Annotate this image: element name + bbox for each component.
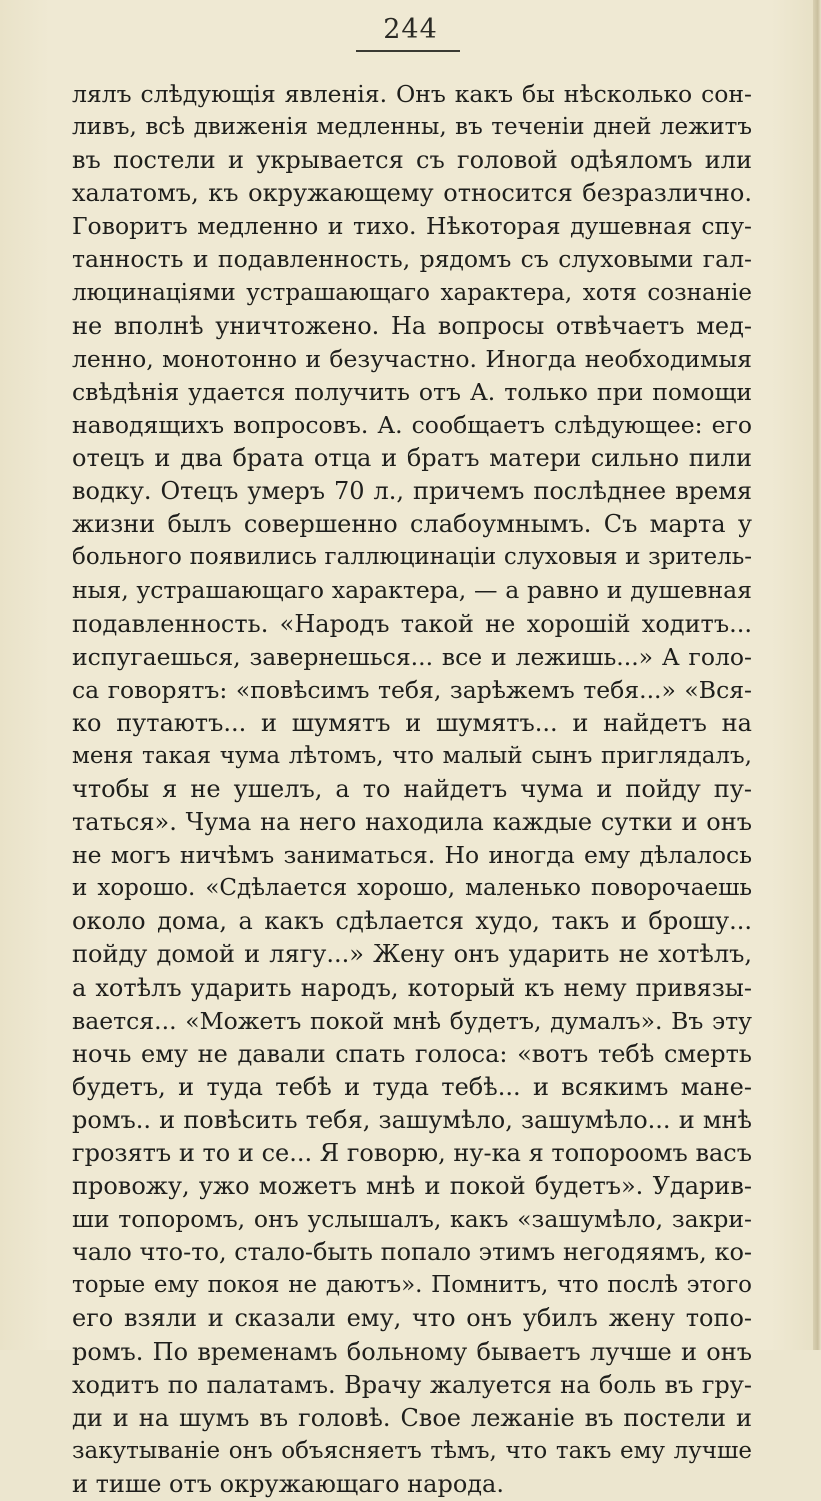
page-spine-edge <box>813 0 821 1350</box>
text-line: пойду домой и лягу...» Жену онъ ударить не хотѣлъ, <box>72 940 752 969</box>
text-line: ши топоромъ, онъ услышалъ, какъ «зашумѣло, закри- <box>72 1205 752 1234</box>
text-line: не могъ ничѣмъ заниматься. Но иногда ему дѣлалось <box>72 841 752 870</box>
text-line: свѣдѣнія удается получить отъ А. только при помощи <box>72 377 752 406</box>
text-line: торые ему покоя не даютъ». Помнитъ, что послѣ этого <box>72 1272 752 1299</box>
text-line: халатомъ, къ окружающему относится безразлично. <box>72 179 752 208</box>
text-line: провожу, ужо можетъ мнѣ и покой будетъ». Ударив- <box>72 1172 752 1201</box>
text-line: меня такая чума лѣтомъ, что малый сынъ приглядалъ, <box>72 742 752 769</box>
text-line: подавленность. «Народъ такой не хорошій ходитъ... <box>72 609 752 638</box>
text-line: а хотѣлъ ударить народъ, который къ нему привязы- <box>72 973 752 1002</box>
text-line: больного появились галлюцинаціи слуховыя и зритель- <box>72 544 752 571</box>
text-line: ко путаютъ... и шумятъ и шумятъ... и найдетъ на <box>72 708 752 737</box>
text-line: испугаешься, завернешься... все и лежишь...» А голо- <box>72 642 752 671</box>
text-line: и тише отъ окружающаго народа. <box>72 1469 504 1498</box>
text-line: жизни былъ совершенно слабоумнымъ. Съ марта у <box>72 510 752 539</box>
text-line: ди и на шумъ въ головѣ. Свое лежаніе въ постели и <box>72 1403 752 1432</box>
text-line: ромъ.. и повѣсить тебя, зашумѣло, зашумѣло... и мнѣ <box>72 1105 752 1134</box>
text-line: вается... «Можетъ покой мнѣ будетъ, думалъ». Въ эту <box>72 1006 752 1035</box>
text-line: таться». Чума на него находила каждые сутки и онъ <box>72 808 752 837</box>
text-line: чало что-то, стало-быть попало этимъ негодяямъ, ко- <box>72 1238 752 1267</box>
text-line: люцинаціями устрашающаго характера, хотя сознаніе <box>72 279 752 306</box>
text-line: водку. Отецъ умеръ 70 л., причемъ послѣднее время <box>72 477 752 506</box>
text-line: чтобы я не ушелъ, а то найдетъ чума и пойду пу- <box>72 774 752 803</box>
text-line: будетъ, и туда тебѣ и туда тебѣ... и всякимъ мане- <box>72 1072 752 1101</box>
text-line: ходитъ по палатамъ. Врачу жалуется на боль въ гру- <box>72 1370 752 1399</box>
text-line: лялъ слѣдующія явленія. Онъ какъ бы нѣсколько сон- <box>72 80 752 108</box>
text-line: ныя, устрашающаго характера, — а равно и душевная <box>72 576 752 605</box>
text-line: въ постели и укрывается съ головой одѣяломъ или <box>72 146 752 175</box>
text-line: ночь ему не давали спать голоса: «вотъ тебѣ смерть <box>72 1039 752 1068</box>
body-text <box>72 78 752 1501</box>
text-line: и хорошо. «Сдѣлается хорошо, маленько поворочаешь <box>72 875 752 902</box>
text-line: закутываніе онъ объясняетъ тѣмъ, что такъ ему лучше <box>72 1437 752 1464</box>
page-number: 244 <box>383 14 438 45</box>
text-line: Говоритъ медленно и тихо. Нѣкоторая душевная спу- <box>72 212 752 241</box>
text-line: са говорятъ: «повѣсимъ тебя, зарѣжемъ тебя...» «Вся- <box>72 675 752 704</box>
text-line: ленно, монотонно и безучастно. Иногда необходимыя <box>72 344 752 373</box>
text-line: не вполнѣ уничтожено. На вопросы отвѣчаетъ мед- <box>72 311 752 340</box>
text-line: отецъ и два брата отца и братъ матери сильно пили <box>72 444 752 473</box>
text-line: наводящихъ вопросовъ. А. сообщаетъ слѣдующее: его <box>72 410 752 439</box>
text-line: ромъ. По временамъ больному бываетъ лучше и онъ <box>72 1337 752 1366</box>
text-line: его взяли и сказали ему, что онъ убилъ жену топо- <box>72 1304 752 1333</box>
page-number-rule <box>356 50 460 52</box>
text-line: ливъ, всѣ движенія медленны, въ теченіи дней лежитъ <box>72 114 752 141</box>
text-line: танность и подавленность, рядомъ съ слуховыми гал- <box>72 245 752 274</box>
text-line: грозятъ и то и се... Я говорю, ну-ка я топороомъ васъ <box>72 1139 752 1167</box>
text-line: около дома, а какъ сдѣлается худо, такъ и брошу... <box>72 907 752 936</box>
